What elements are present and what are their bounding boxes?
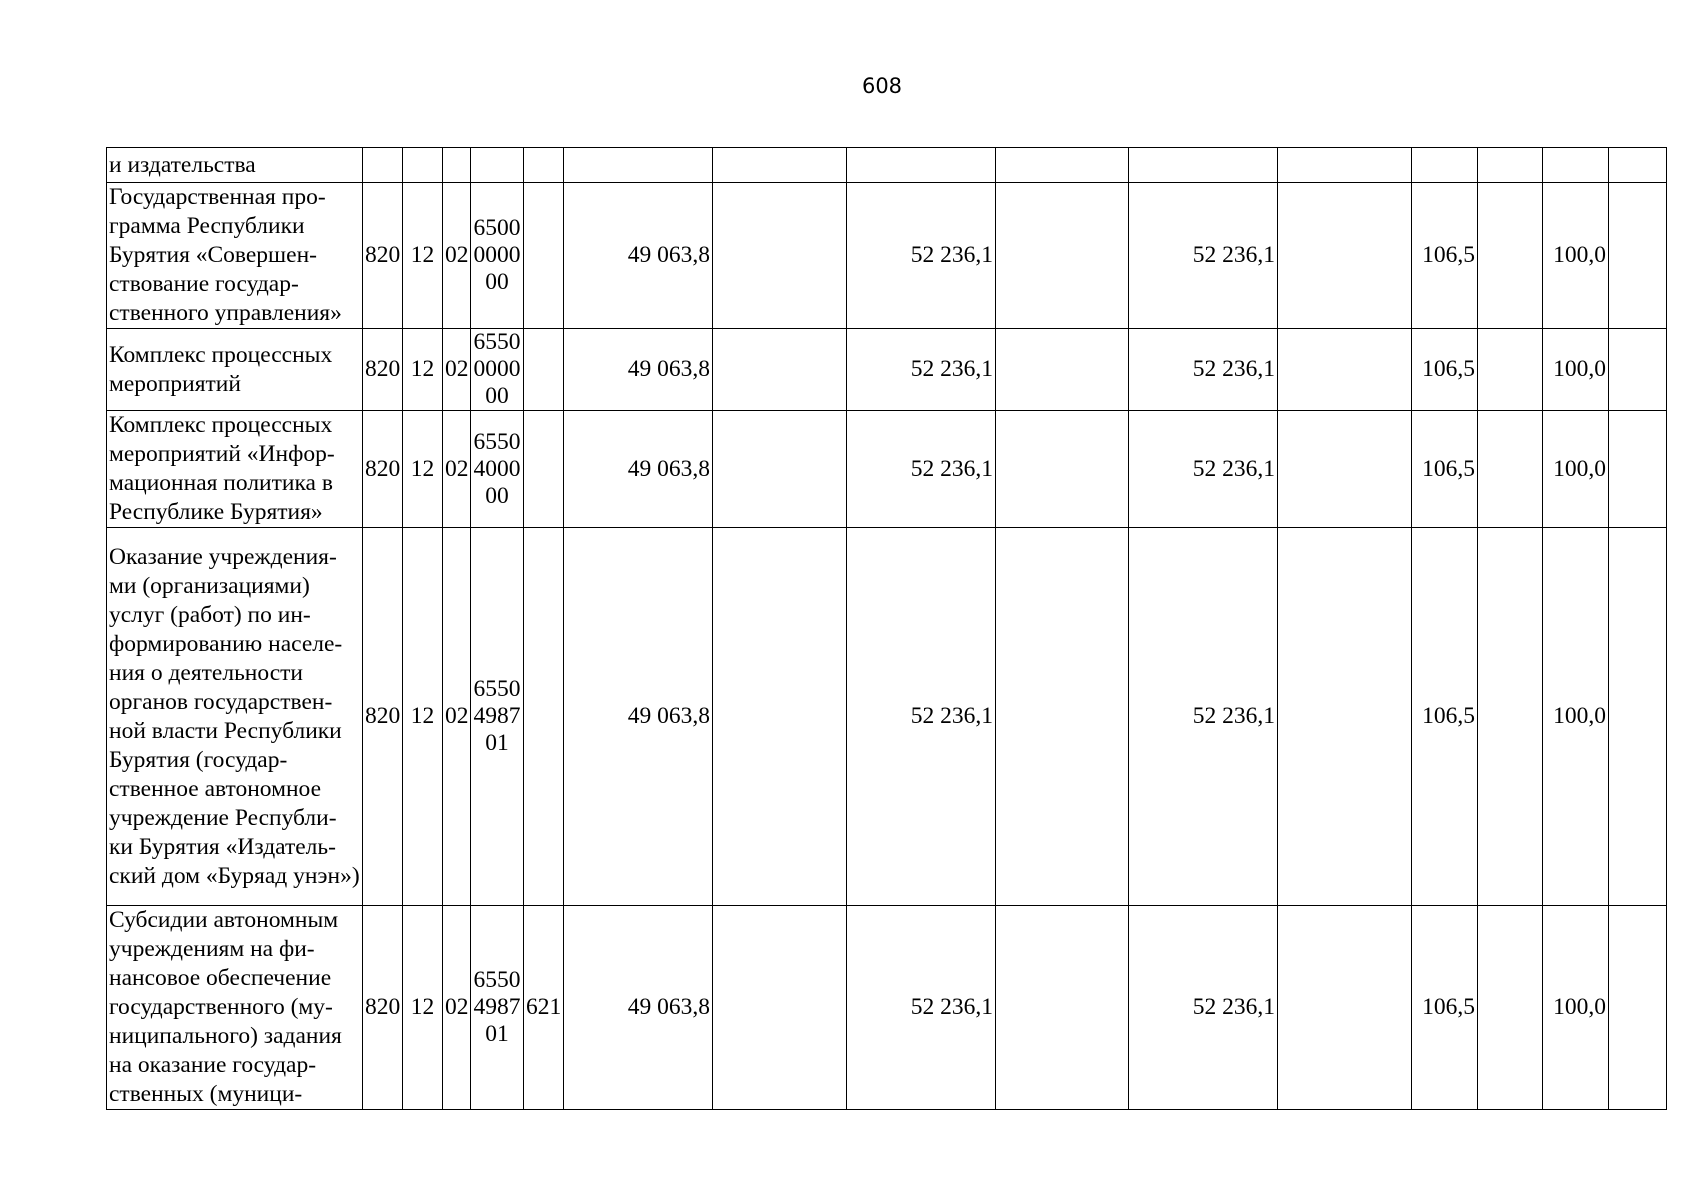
rz-code: 12 <box>403 183 443 329</box>
ved-code: 820 <box>363 906 403 1110</box>
column-7 <box>713 528 847 906</box>
column-11 <box>1278 411 1412 528</box>
budget-table <box>106 147 1667 1110</box>
amount-3: 52 236,1 <box>1129 183 1278 329</box>
column-13 <box>1478 411 1543 528</box>
vr-code <box>524 329 564 411</box>
pr-code: 02 <box>443 411 471 528</box>
percent-2: 100,0 <box>1543 183 1609 329</box>
column-13 <box>1478 148 1543 183</box>
column-13 <box>1478 183 1543 329</box>
rz-code: 12 <box>403 906 443 1110</box>
page-number: 608 <box>861 74 903 98</box>
vr-code <box>524 528 564 906</box>
amount-1: 49 063,8 <box>564 411 713 528</box>
rz-code: 12 <box>403 411 443 528</box>
table-row <box>107 411 1667 528</box>
column-13 <box>1478 329 1543 411</box>
ved-code: 820 <box>363 329 403 411</box>
row-name: и издательства <box>107 148 363 183</box>
column-9 <box>996 906 1129 1110</box>
column-15 <box>1609 183 1667 329</box>
amount-3: 52 236,1 <box>1129 528 1278 906</box>
amount-2: 52 236,1 <box>847 906 996 1110</box>
column-15 <box>1609 329 1667 411</box>
column-7 <box>713 148 847 183</box>
percent-1: 106,5 <box>1412 411 1478 528</box>
amount-2 <box>847 148 996 183</box>
amount-3: 52 236,1 <box>1129 906 1278 1110</box>
csr-code: 6500000000 <box>471 183 524 329</box>
column-11 <box>1278 329 1412 411</box>
vr-code <box>524 148 564 183</box>
vr-code: 621 <box>524 906 564 1110</box>
row-name: Комплекс процессных мероприятий «Инфор-мационная политика в Республике Бурятия» <box>107 411 363 528</box>
column-15 <box>1609 528 1667 906</box>
column-9 <box>996 411 1129 528</box>
column-11 <box>1278 183 1412 329</box>
percent-1: 106,5 <box>1412 329 1478 411</box>
rz-code: 12 <box>403 329 443 411</box>
amount-2: 52 236,1 <box>847 329 996 411</box>
csr-code <box>471 148 524 183</box>
pr-code: 02 <box>443 906 471 1110</box>
vr-code <box>524 183 564 329</box>
column-15 <box>1609 411 1667 528</box>
rz-code: 12 <box>403 528 443 906</box>
table-row <box>107 528 1667 906</box>
column-15 <box>1609 148 1667 183</box>
percent-1: 106,5 <box>1412 183 1478 329</box>
amount-3: 52 236,1 <box>1129 329 1278 411</box>
column-9 <box>996 148 1129 183</box>
percent-2: 100,0 <box>1543 329 1609 411</box>
column-7 <box>713 906 847 1110</box>
amount-2: 52 236,1 <box>847 183 996 329</box>
amount-1: 49 063,8 <box>564 329 713 411</box>
amount-1: 49 063,8 <box>564 528 713 906</box>
column-7 <box>713 411 847 528</box>
percent-1: 106,5 <box>1412 906 1478 1110</box>
amount-2: 52 236,1 <box>847 411 996 528</box>
ved-code: 820 <box>363 183 403 329</box>
column-7 <box>713 329 847 411</box>
row-name: Комплекс процессных мероприятий <box>107 329 363 411</box>
column-11 <box>1278 528 1412 906</box>
column-13 <box>1478 528 1543 906</box>
percent-2: 100,0 <box>1543 528 1609 906</box>
column-9 <box>996 183 1129 329</box>
csr-code: 6550000000 <box>471 329 524 411</box>
row-name: Государственная про-грамма Республики Бурятия «Совершен-ствование государ-ственного управления» <box>107 183 363 329</box>
row-name: Оказание учреждения-ми (организациями) услуг (работ) по ин-формированию населе-ния о деятельности органов государствен-ной власти Республики Бурятия (государ-ственное автономное учреждение Республи-ки Бурятия «Издатель-ский дом «Буряад унэн») <box>107 528 363 906</box>
ved-code: 820 <box>363 411 403 528</box>
csr-code: 6550498701 <box>471 528 524 906</box>
column-7 <box>713 183 847 329</box>
amount-3: 52 236,1 <box>1129 411 1278 528</box>
percent-2: 100,0 <box>1543 411 1609 528</box>
amount-1: 49 063,8 <box>564 183 713 329</box>
vr-code <box>524 411 564 528</box>
percent-2: 100,0 <box>1543 906 1609 1110</box>
pr-code: 02 <box>443 528 471 906</box>
csr-code: 6550498701 <box>471 906 524 1110</box>
table-row <box>107 329 1667 411</box>
percent-1 <box>1412 148 1478 183</box>
ved-code <box>363 148 403 183</box>
table-row <box>107 183 1667 329</box>
rz-code <box>403 148 443 183</box>
csr-code: 6550400000 <box>471 411 524 528</box>
column-9 <box>996 528 1129 906</box>
column-11 <box>1278 906 1412 1110</box>
amount-3 <box>1129 148 1278 183</box>
ved-code: 820 <box>363 528 403 906</box>
pr-code <box>443 148 471 183</box>
amount-1 <box>564 148 713 183</box>
amount-1: 49 063,8 <box>564 906 713 1110</box>
column-11 <box>1278 148 1412 183</box>
column-13 <box>1478 906 1543 1110</box>
table-row <box>107 148 1667 183</box>
percent-2 <box>1543 148 1609 183</box>
pr-code: 02 <box>443 183 471 329</box>
pr-code: 02 <box>443 329 471 411</box>
row-name: Субсидии автономным учреждениям на фи-нансовое обеспечение государственного (му-ниципального) задания на оказание государ-ственных (муници- <box>107 906 363 1110</box>
amount-2: 52 236,1 <box>847 528 996 906</box>
column-9 <box>996 329 1129 411</box>
percent-1: 106,5 <box>1412 528 1478 906</box>
column-15 <box>1609 906 1667 1110</box>
table-row <box>107 906 1667 1110</box>
